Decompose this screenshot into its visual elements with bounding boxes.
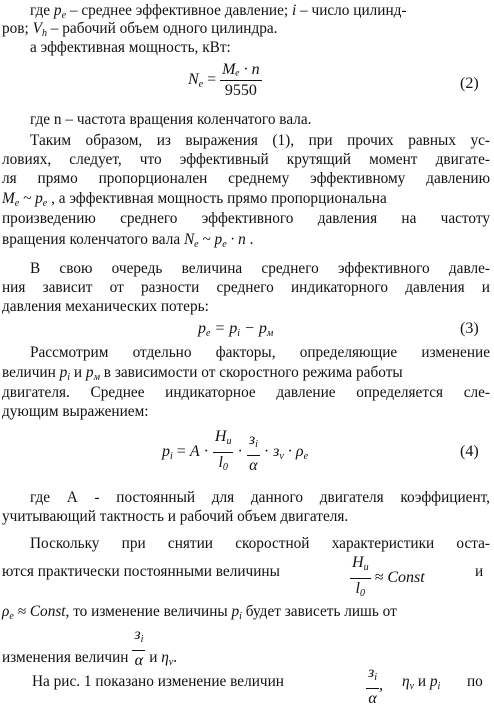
- text-line-4: где n – частота вращения коленчатого вала.: [30, 111, 312, 128]
- text-line-14: Рассмотрим отдельно факторы, определяющие изменение: [30, 344, 490, 361]
- text-line-13: давления механических потерь:: [2, 298, 209, 315]
- text-line-17: дующим выражением:: [2, 403, 149, 420]
- text-line-1: где $p_e$ – среднее эффективное давление; i – число цилинд-: [30, 2, 407, 21]
- equation-3: $p_e = p_i - p_м$: [198, 320, 274, 339]
- equation-2: $N_e$ = $\frac{\text{Mₑ · n}}{9550}$: [188, 61, 260, 99]
- text-line-8: $M_e$ ~ $p_e$ , а эффективная мощность прямо пропорциональна: [2, 190, 387, 209]
- text-line-6: ловиях, следует, что эффективный крутящий момент двигате-: [2, 151, 490, 168]
- equation-number-3: (3): [460, 320, 479, 337]
- text-line-18: где А - постоянный для данного двигателя коэффициент,: [30, 489, 490, 506]
- text-line-19: учитывающий тактность и рабочий объем двигателя.: [2, 508, 349, 525]
- text-line-9: произведению среднего эффективного давления на частоту: [2, 210, 490, 227]
- equation-number-2: (2): [460, 75, 479, 92]
- text-line-7: ля прямо пропорционален среднему эффективному давлению: [2, 170, 490, 187]
- text-line-24: На рис. 1 показано изменение величин $\frac{з_i}{\alpha}$ , $\eta_v$ и $p_i$ по: [32, 664, 483, 707]
- text-line-15: величин $p_i$ и $p_м$ в зависимости от скоростного режима работы: [2, 364, 403, 383]
- text-line-5: Таким образом, из выражения (1), при прочих равных ус-: [30, 132, 490, 149]
- text-line-23: изменения величин $\frac{з_i}{\alpha}$ и $\eta_v$.: [2, 626, 178, 669]
- text-line-3: а эффективная мощность, кВт:: [30, 39, 231, 56]
- equation-4: $p_i = A$ · $\frac{H_u}{l_0}$ · $\frac{з_i}{\alpha}$ · $з_v \cdot \rho_e$: [162, 428, 309, 474]
- text-line-2: ров; $V_h$ – рабочий объем одного цилиндра.: [2, 20, 278, 39]
- text-line-16: двигателя. Среднее индикаторное давление определяется сле-: [2, 384, 490, 401]
- text-line-20: Поскольку при снятии скоростной характеристики оста-: [30, 535, 490, 552]
- text-line-21: ются практически постоянными величины $\frac{H_u}{l_0}$ ≈ Const и: [2, 554, 484, 599]
- text-line-10: вращения коленчатого вала $N_e$ ~ $p_e \cdot n$ .: [2, 231, 254, 250]
- text-line-11: В свою очередь величина среднего эффективного давле-: [30, 260, 490, 277]
- text-line-12: ния зависит от разности среднего индикаторного давления и: [2, 279, 490, 296]
- equation-number-4: (4): [460, 443, 479, 460]
- text-line-22: $\rho_e$ ≈ Const, то изменение величины $p_i$ будет зависеть лишь от: [2, 603, 397, 622]
